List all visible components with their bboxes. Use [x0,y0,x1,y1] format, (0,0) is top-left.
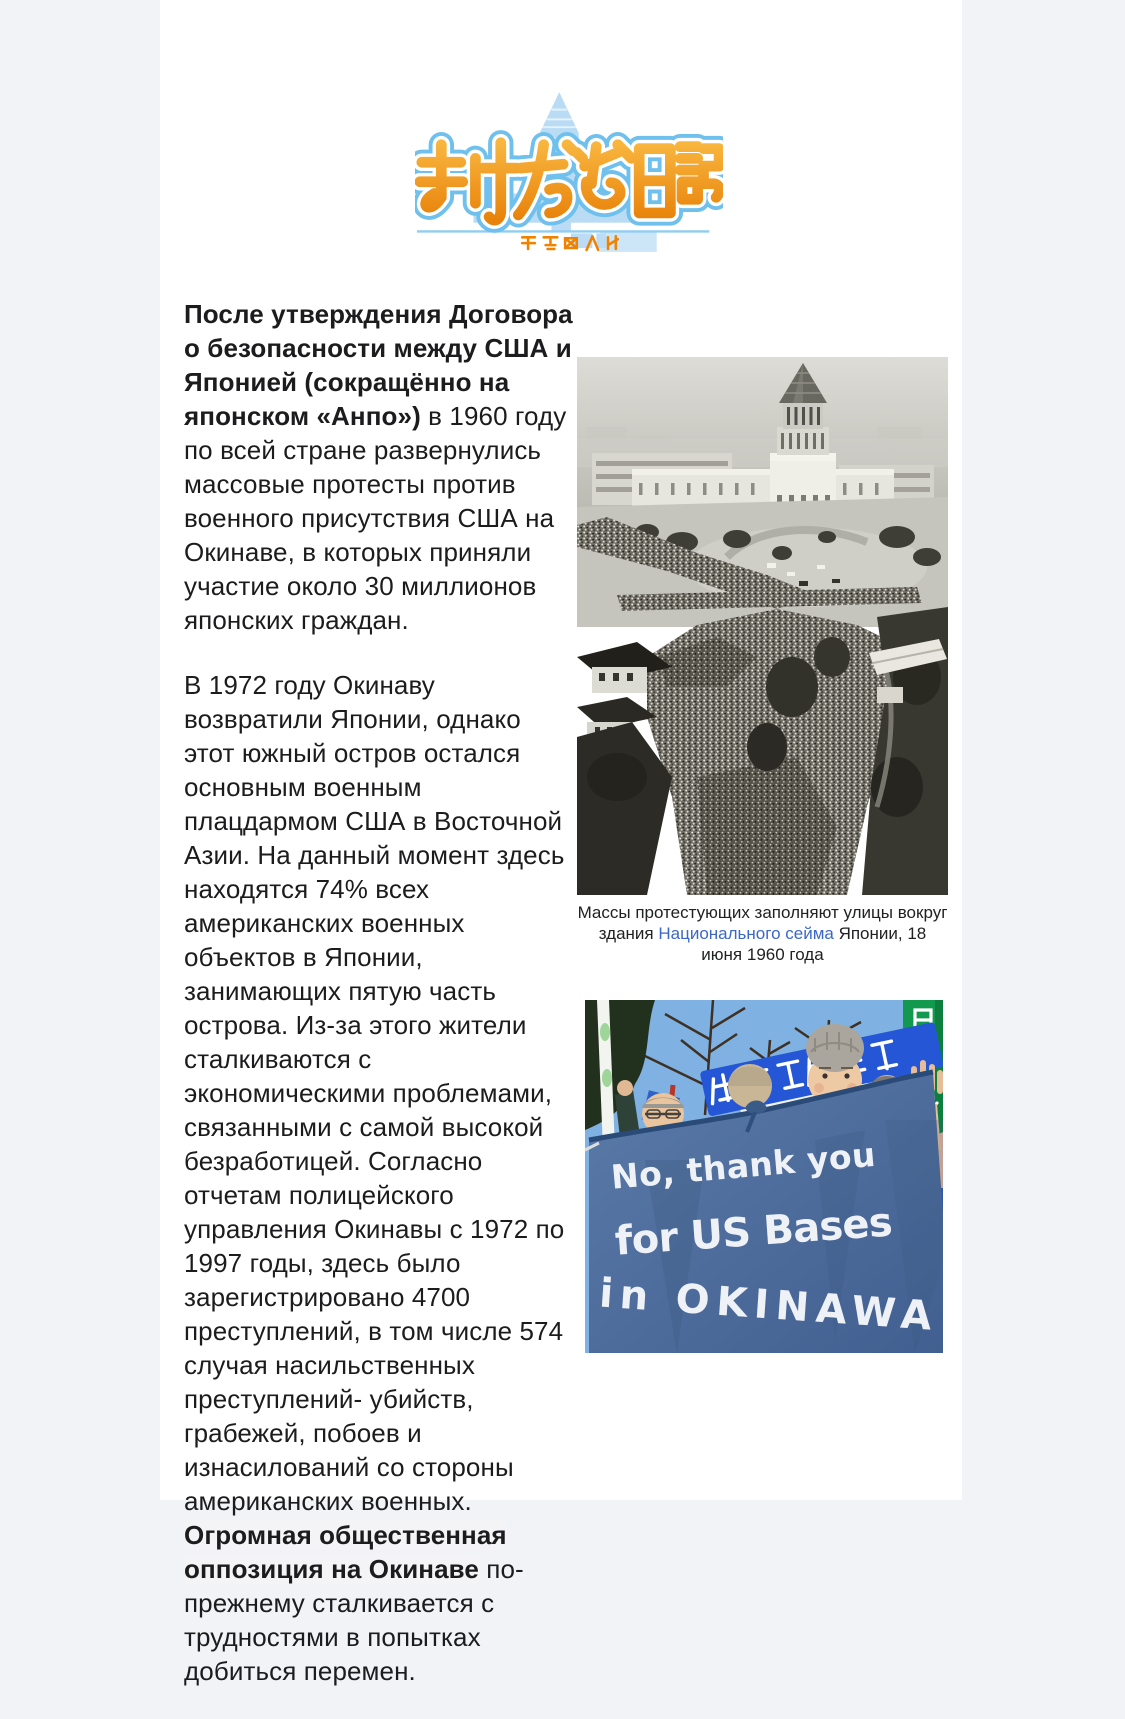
article-text [184,297,578,1719]
banner-line-1: No, thank you [609,1134,880,1197]
logo-art [415,86,723,258]
figure-caption [577,902,948,965]
banner-line-3: in OKINAWA [597,1270,937,1340]
text-segment: В 1972 году Окинаву возвратили Японии, однако этот южный остров остался основным военным плацдармом США в Восточной Азии. На данный момент здесь находятся 74% всех американских военных объектов в Японии, занимающих пятую часть острова. Из-за этого жители сталкиваются с экономическими проблемами, связанными с самой высокой безработицей. Согласно отчетам полицейского управления Окинавы с 1972 по 1997 годы, здесь было зарегистрировано 4700 преступлений, в том числе 574 случая насильственных преступлений- убийств, грабежей, побоев и изнасилований со стороны американских военных. [184,670,565,1516]
text-segment: Огромная общественная оппозиция на Окинаве [184,1520,507,1584]
paragraph [184,668,578,1688]
text-segment: в 1960 году по всей стране развернулись массовые протесты против военного присутствия США на Окинаве, в которых приняли участие около 30 миллионов японских граждан. [184,401,567,635]
figure-okinawa-banner [585,1000,943,1353]
figure-protest-1960 [577,357,948,965]
banner-line-2: for US Bases [613,1199,897,1265]
okinawa-banner-photo[interactable] [585,1000,943,1353]
protest-1960-photo[interactable] [577,357,948,895]
text-segment: После утверждения Договора о безопасности между США и Японией (сокращённо на японском «Анпо») [184,299,573,431]
caption-text-before: Массы протестующих заполняют улицы вокруг здания [577,903,948,943]
article-card [160,0,962,1686]
paragraph [184,297,578,637]
national-diet-link[interactable]: Национального сейма [658,924,834,943]
logo-title-art [420,143,719,220]
text-segment: по-прежнему сталкивается с трудностями в попытках добиться перемен. [184,1554,524,1686]
caption-text-after: Японии, 18 июня 1960 года [701,924,927,964]
site-logo[interactable] [415,86,723,258]
